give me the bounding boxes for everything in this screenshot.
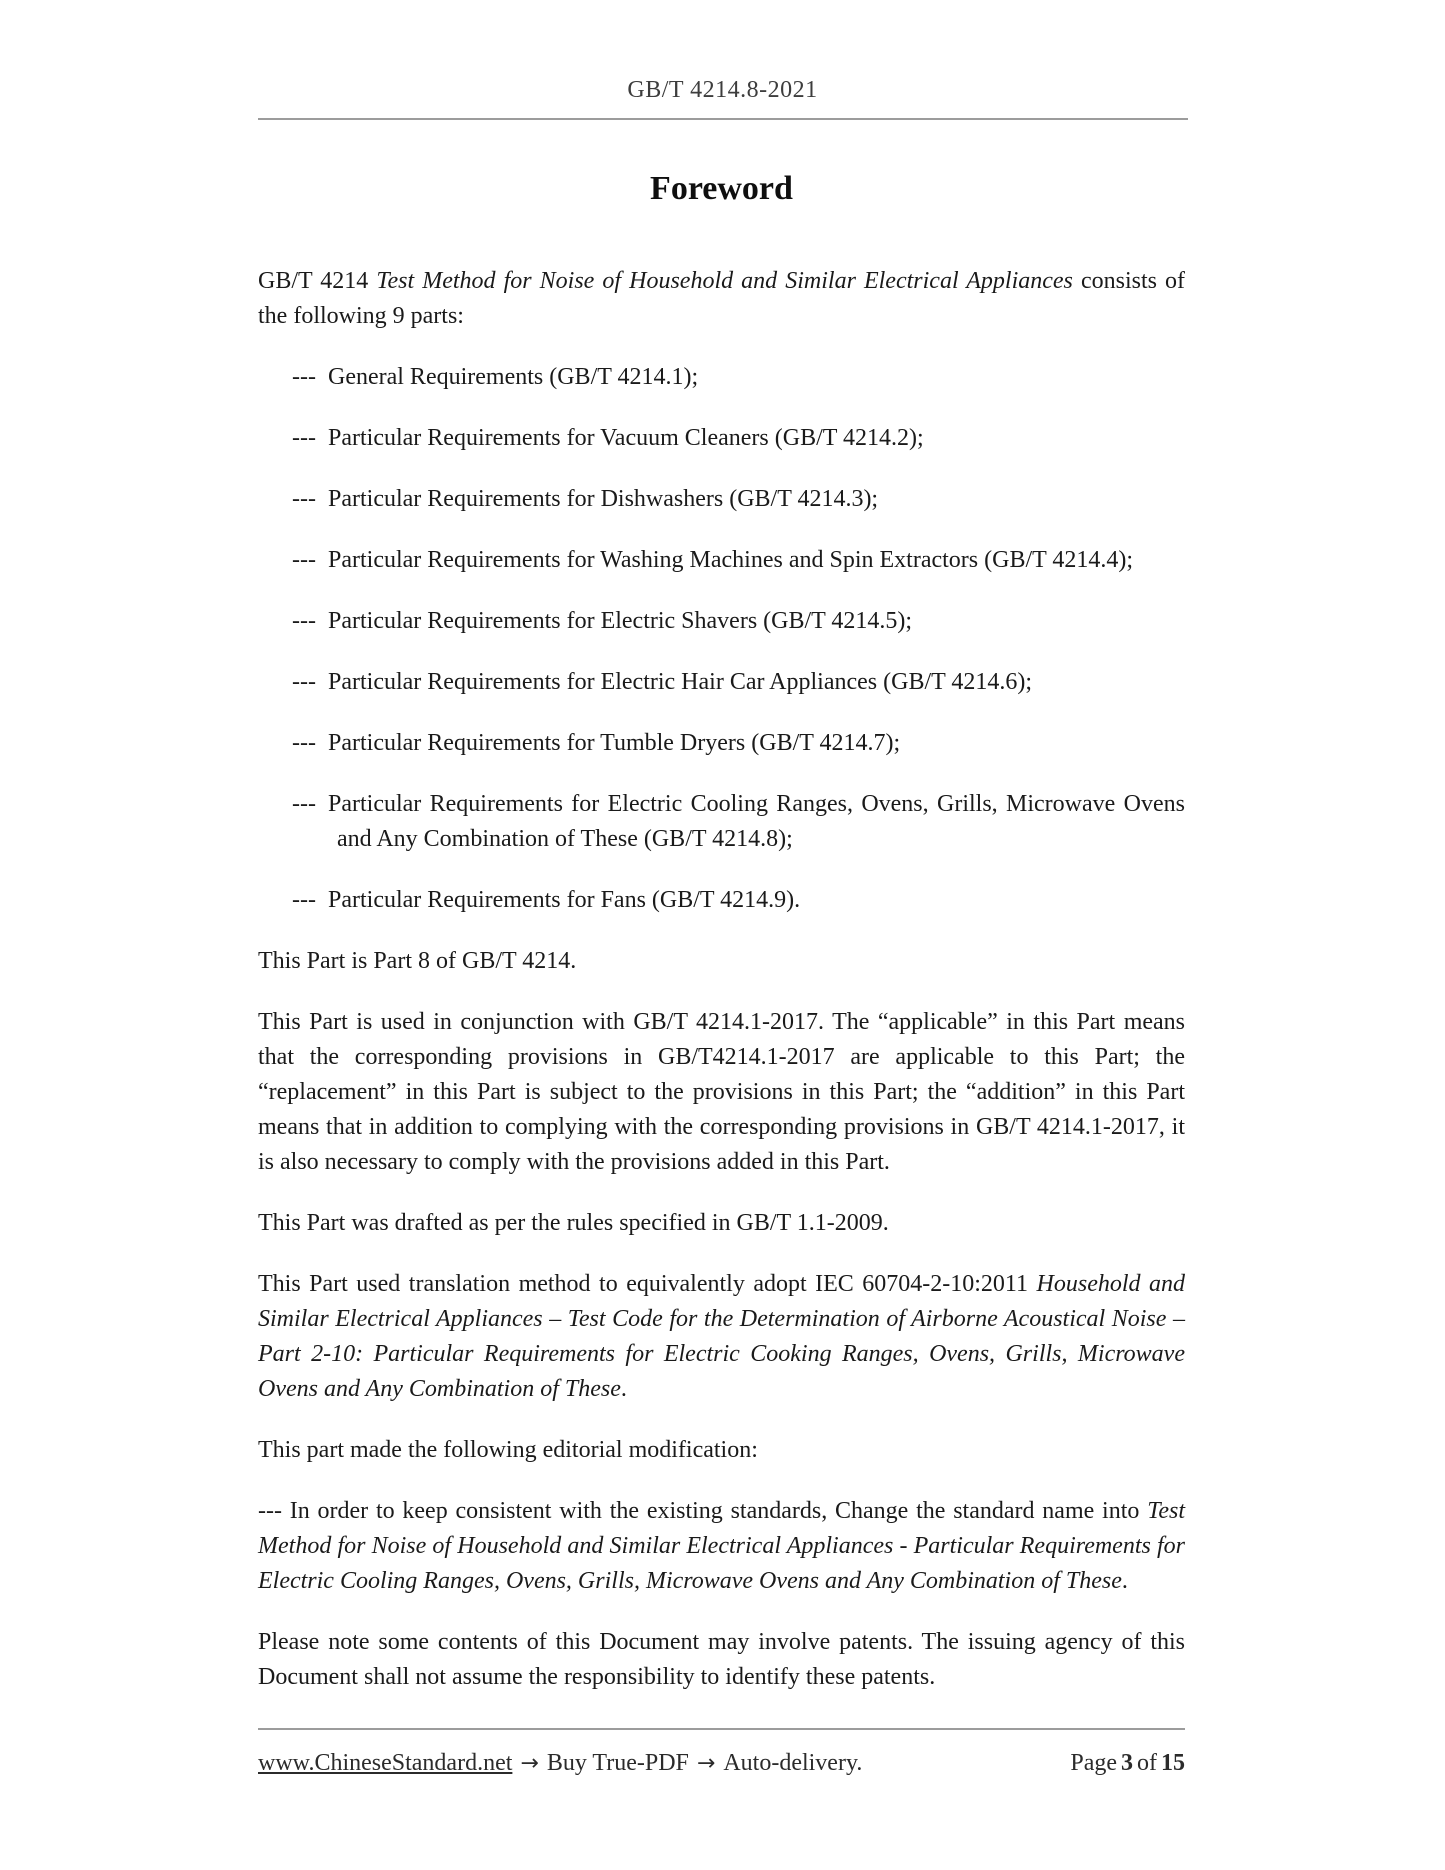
list-item <box>258 360 1185 395</box>
page-number-current: 3 <box>1121 1750 1133 1776</box>
page-label: Page <box>1070 1750 1117 1776</box>
list-item-text: Particular Requirements for Electric Hair Car Appliances (GB/T 4214.6); <box>327 669 1032 695</box>
list-item-marker: --- <box>292 608 316 634</box>
auto-delivery-text: Auto-delivery. <box>723 1750 863 1776</box>
paragraph-drafted: This Part was drafted as per the rules specified in GB/T 1.1-2009. <box>258 1210 889 1236</box>
list-item-text: Particular Requirements for Electric Cooling Ranges, Ovens, Grills, Microwave Ovens and Any Combination of These (GB/T 4214.8); <box>327 791 1185 852</box>
list-item-text: Particular Requirements for Dishwashers (GB/T 4214.3); <box>327 486 879 512</box>
page-footer <box>258 1728 1185 1780</box>
page-indicator <box>1066 1747 1185 1779</box>
list-item-text: Particular Requirements for Vacuum Cleaners (GB/T 4214.2); <box>327 425 924 451</box>
list-item-marker: --- <box>292 486 316 512</box>
site-link[interactable]: www.ChineseStandard.net <box>258 1750 513 1776</box>
list-item <box>258 421 1185 456</box>
list-item <box>258 726 1185 761</box>
list-item-text: Particular Requirements for Fans (GB/T 4214.9). <box>327 887 801 913</box>
list-item-text: Particular Requirements for Electric Shavers (GB/T 4214.5); <box>327 608 913 634</box>
list-item-marker: --- <box>292 887 316 913</box>
list-item-marker: --- <box>292 669 316 695</box>
page-number-total: 15 <box>1161 1750 1185 1776</box>
buy-true-pdf-text: Buy True-PDF <box>546 1750 689 1776</box>
parts-list <box>258 360 1185 918</box>
page-title: Foreword <box>650 170 793 207</box>
list-item-text: General Requirements (GB/T 4214.1); <box>327 364 699 390</box>
paragraph-conjunction: This Part is used in conjunction with GB/T 4214.1-2017. The “applicable” in this Part means that the corresponding provisions in GB/T4214.1-2017 are applicable to this Part; the “replacement” in this Part is subject to the provisions in this Part; the “addition” in this Part means that in addition to complying with the corresponding provisions in GB/T 4214.1-2017, it is also necessary to comply with the provisions added in this Part. <box>258 1009 1185 1175</box>
list-item-marker: --- <box>292 425 316 451</box>
list-item <box>258 665 1185 700</box>
of-label: of <box>1137 1750 1157 1776</box>
header-rule <box>258 118 1188 120</box>
document-body <box>0 169 1445 1695</box>
list-item <box>258 482 1185 517</box>
paragraph-patents: Please note some contents of this Document may involve patents. The issuing agency of this Document shall not assume the responsibility to identify these patents. <box>258 1629 1185 1690</box>
standard-number: GB/T 4214.8-2021 <box>627 77 818 103</box>
list-item <box>258 543 1185 578</box>
page-header <box>0 0 1445 104</box>
list-item <box>258 604 1185 639</box>
list-item-marker: --- <box>292 547 316 573</box>
footer-left <box>258 1747 862 1780</box>
list-item-marker: --- <box>292 730 316 756</box>
list-item-marker: --- <box>292 791 316 817</box>
list-item <box>258 883 1185 918</box>
intro-paragraph: GB/T 4214 Test Method for Noise of Household and Similar Electrical Appliances consists of the following 9 parts: <box>258 268 1186 329</box>
list-item-marker: --- <box>292 364 316 390</box>
paragraph-part8: This Part is Part 8 of GB/T 4214. <box>258 948 577 974</box>
list-item-text: Particular Requirements for Washing Machines and Spin Extractors (GB/T 4214.4); <box>327 547 1134 573</box>
list-item <box>258 787 1185 857</box>
arrow-icon: → <box>520 1751 539 1776</box>
paragraph-editorial-intro: This part made the following editorial modification: <box>258 1437 758 1463</box>
paragraph-modification: --- In order to keep consistent with the existing standards, Change the standard name into Test Method for Noise of Household and Similar Electrical Appliances - Particular Requirements for Electric Cooling Ranges, Ovens, Grills, Microwave Ovens and Any Combination of These. <box>258 1498 1185 1594</box>
arrow-icon: → <box>696 1751 716 1776</box>
paragraph-translation: This Part used translation method to equivalently adopt IEC 60704-2-10:2011 Household and Similar Electrical Appliances – Test Code for the Determination of Airborne Acoustical Noise – Part 2-10: Particular Requirements for Electric Cooking Ranges, Ovens, Grills, Microwave Ovens and Any Combination of These. <box>258 1271 1185 1402</box>
list-item-text: Particular Requirements for Tumble Dryers (GB/T 4214.7); <box>327 730 901 756</box>
